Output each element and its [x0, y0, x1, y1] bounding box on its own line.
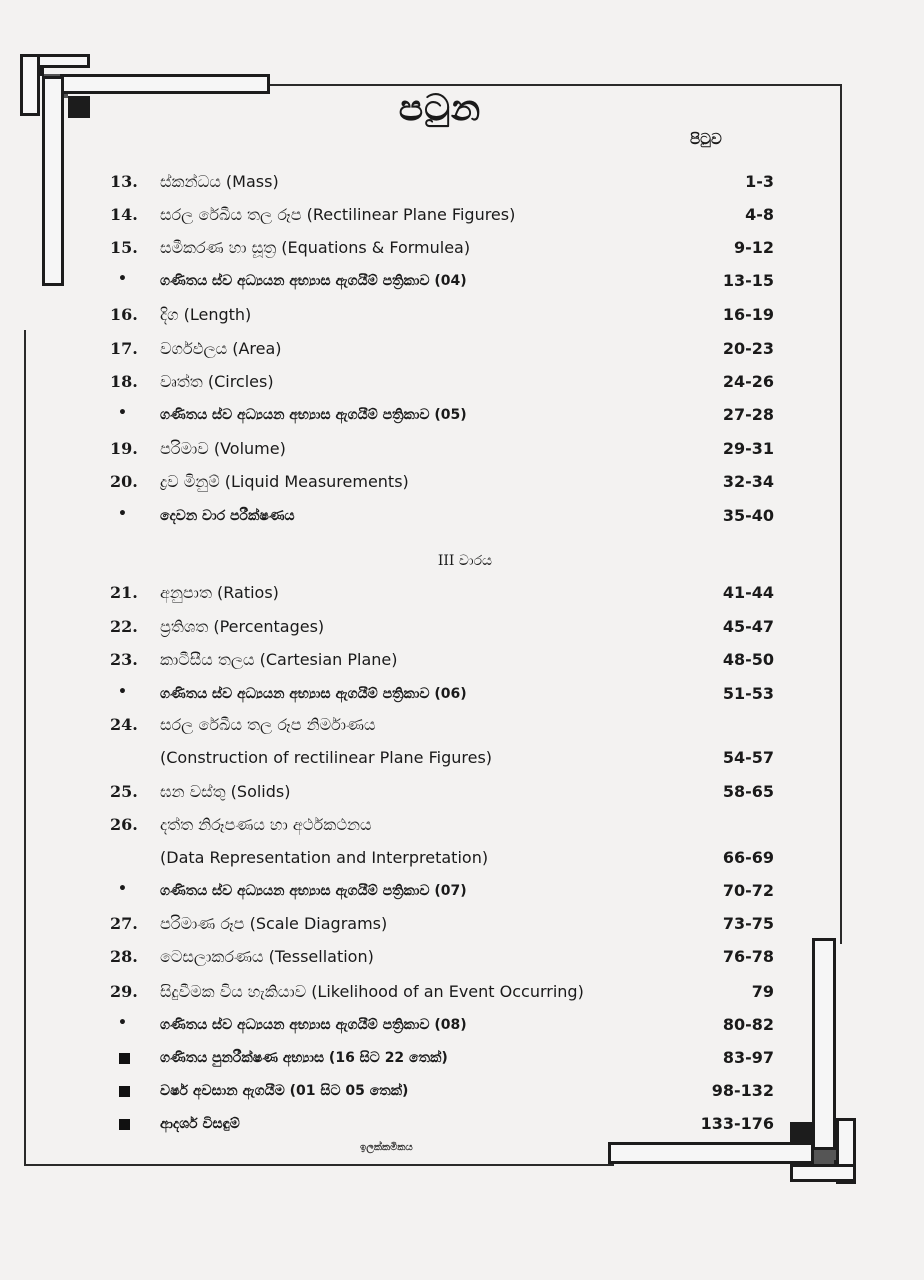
toc-entry	[110, 1114, 774, 1140]
entry-pages: 16-19	[722, 305, 774, 324]
entry-pages: 29-31	[722, 439, 774, 458]
entry-pages: 58-65	[722, 782, 774, 801]
entry-pages: 45-47	[722, 617, 774, 636]
entry-title: සරල රේඛීය තල රූප නිර්මාණය	[160, 715, 376, 734]
entry-pages: 73-75	[722, 914, 774, 933]
toc-entry	[110, 947, 774, 973]
entry-pages: 83-97	[722, 1048, 774, 1067]
entry-pages: 27-28	[722, 405, 774, 424]
bullet-icon: •	[118, 1015, 127, 1031]
toc-entry	[110, 815, 774, 841]
entry-pages: 80-82	[722, 1015, 774, 1034]
frame-top-line	[270, 84, 842, 86]
toc-entry	[110, 982, 774, 1008]
bullet-icon: •	[118, 881, 127, 897]
entry-title: කාටීසීය තලය (Cartesian Plane)	[160, 650, 398, 669]
entry-title: අනුපාත (Ratios)	[160, 583, 279, 602]
entry-number: 28.	[110, 947, 138, 966]
toc-entry	[110, 583, 774, 609]
bullet-icon: •	[118, 405, 127, 421]
entry-title: වෘත්ත (Circles)	[160, 372, 274, 391]
entry-number: 24.	[110, 715, 138, 734]
toc-entry	[110, 848, 774, 874]
entry-title: දෙවන වාර පරීක්ෂණය	[160, 508, 295, 524]
entry-pages: 133-176	[700, 1114, 774, 1133]
entry-pages: 98-132	[711, 1081, 774, 1100]
entry-title: වර්ගඵලය (Area)	[160, 339, 282, 358]
entry-title: ගණිතය ස්ව අධ්‍යයන අභ්‍යාස ඇගයීම් පත්‍රිකාව (07)	[160, 883, 467, 899]
toc-entry	[110, 650, 774, 676]
entry-pages: 24-26	[722, 372, 774, 391]
bullet-icon: •	[118, 271, 127, 287]
entry-title: ගණිතය ස්ව අධ්‍යයන අභ්‍යාස ඇගයීම් පත්‍රිකාව (04)	[160, 273, 467, 289]
entry-pages: 54-57	[722, 748, 774, 767]
toc-entry	[110, 748, 774, 774]
square-bullet-icon	[119, 1119, 130, 1130]
toc-entry	[110, 271, 774, 297]
entry-pages: 66-69	[722, 848, 774, 867]
entry-number: 17.	[110, 339, 138, 358]
entry-pages: 79	[751, 982, 774, 1001]
entry-title: ස්කන්ධය (Mass)	[160, 172, 279, 191]
entry-title: ගණිතය ස්ව අධ්‍යයන අභ්‍යාස ඇගයීම් පත්‍රිකාව (05)	[160, 407, 467, 423]
entry-pages: 9-12	[733, 238, 774, 257]
toc-entry	[110, 238, 774, 264]
entry-title: (Data Representation and Interpretation)	[160, 848, 489, 867]
frame-right-line	[840, 84, 842, 944]
entry-pages: 13-15	[722, 271, 774, 290]
entry-title: සරල රේඛීය තල රූප (Rectilinear Plane Figures)	[160, 205, 516, 224]
entry-title: ගණිතය ස්ව අධ්‍යයන අභ්‍යාස ඇගයීම් පත්‍රිකාව (06)	[160, 686, 467, 702]
toc-entry	[110, 1081, 774, 1107]
entry-number: 27.	[110, 914, 138, 933]
page-column-header: පිටුව	[690, 130, 722, 148]
entry-title: ඝන වස්තු (Solids)	[160, 782, 291, 801]
entry-pages: 1-3	[745, 172, 774, 191]
entry-title: ගණිතය පුනරීක්ෂණ අභ්‍යාස (16 සිට 22 තෙක්)	[160, 1050, 448, 1066]
entry-pages: 20-23	[722, 339, 774, 358]
entry-pages: 48-50	[722, 650, 774, 669]
toc-entry	[110, 405, 774, 431]
entry-title: ගණිතය ස්ව අධ්‍යයන අභ්‍යාස ඇගයීම් පත්‍රිකාව (08)	[160, 1017, 467, 1033]
entry-number: 18.	[110, 372, 138, 391]
entry-title: ද්‍රව මිනුම් (Liquid Measurements)	[160, 472, 409, 491]
square-bullet-icon	[119, 1053, 130, 1064]
toc-entry	[110, 684, 774, 710]
entry-title: සිදුවීමක විය හැකියාව (Likelihood of an Event Occurring)	[160, 982, 584, 1001]
entry-title: සමීකරණ හා සූත්‍ර (Equations & Formulea)	[160, 238, 471, 257]
entry-title: පරිමාණ රූප (Scale Diagrams)	[160, 914, 388, 933]
entry-title: (Construction of rectilinear Plane Figures)	[160, 748, 493, 767]
entry-number: 29.	[110, 982, 138, 1001]
section-heading: III වාරය	[437, 553, 493, 569]
toc-entry	[110, 305, 774, 331]
entry-number: 22.	[110, 617, 138, 636]
frame-bottom-line	[24, 1164, 614, 1166]
toc-entry	[110, 1015, 774, 1041]
square-bullet-icon	[119, 1086, 130, 1097]
entry-title: වර්ෂ අවසාන ඇගයීම (01 සිට 05 තෙක්)	[160, 1083, 409, 1099]
toc-entry	[110, 472, 774, 498]
entry-title: දත්ත නිරූපණය හා අර්ථකථනය	[160, 815, 372, 834]
entry-number: 19.	[110, 439, 138, 458]
entry-title: දිග (Length)	[160, 305, 252, 324]
toc-entry	[110, 439, 774, 465]
entry-title: ප්‍රතිශත (Percentages)	[160, 617, 325, 636]
entry-number: 13.	[110, 172, 138, 191]
entry-number: 15.	[110, 238, 138, 257]
toc-entry	[110, 715, 774, 741]
entry-number: 23.	[110, 650, 138, 669]
entry-title: පරිමාව (Volume)	[160, 439, 286, 458]
entry-title: ආදර්ශ විසඳුම්	[160, 1116, 240, 1132]
bullet-icon: •	[118, 684, 127, 700]
entry-number: 25.	[110, 782, 138, 801]
entry-pages: 70-72	[722, 881, 774, 900]
toc-entry	[110, 617, 774, 643]
entry-pages: 51-53	[722, 684, 774, 703]
toc-entry	[110, 881, 774, 907]
entry-title: ටෙසලාකරණය (Tessellation)	[160, 947, 374, 966]
toc-entry	[110, 782, 774, 808]
footer-mark: ඉලක්කමිකය	[360, 1142, 413, 1153]
entry-pages: 76-78	[722, 947, 774, 966]
entry-number: 21.	[110, 583, 138, 602]
entry-pages: 4-8	[745, 205, 774, 224]
frame-left-line	[24, 330, 26, 1166]
entry-pages: 41-44	[722, 583, 774, 602]
toc-entry	[110, 506, 774, 532]
entry-pages: 32-34	[722, 472, 774, 491]
page-title: පටුන	[398, 88, 482, 129]
toc-entry	[110, 339, 774, 365]
entry-pages: 35-40	[722, 506, 774, 525]
toc-entry	[110, 205, 774, 231]
entry-number: 20.	[110, 472, 138, 491]
toc-entry	[110, 172, 774, 198]
toc-entry	[110, 1048, 774, 1074]
bullet-icon: •	[118, 506, 127, 522]
entry-number: 16.	[110, 305, 138, 324]
entry-number: 14.	[110, 205, 138, 224]
toc-entry	[110, 914, 774, 940]
toc-entry	[110, 372, 774, 398]
entry-number: 26.	[110, 815, 138, 834]
